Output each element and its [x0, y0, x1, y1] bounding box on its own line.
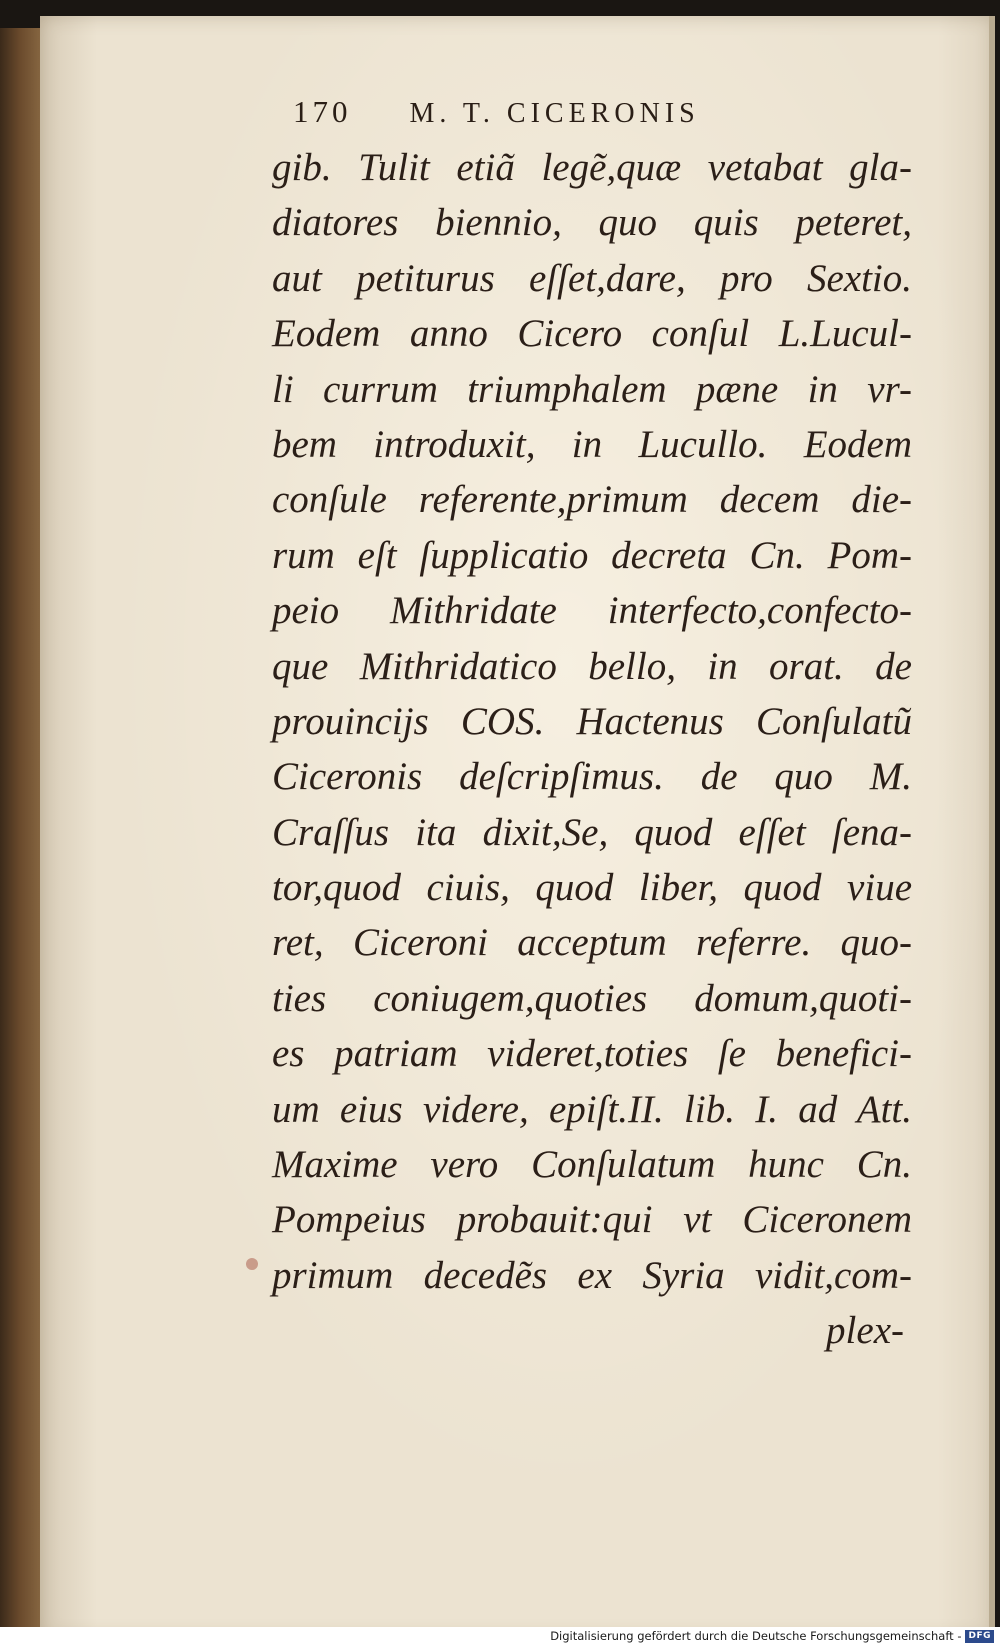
text-line: bem introduxit, in Lucullo. Eodem	[272, 422, 912, 466]
book-binding-edge	[0, 28, 44, 1636]
page-number: 170	[293, 94, 352, 129]
text-line: prouincijs COS. Hactenus Conſulatũ	[272, 699, 912, 743]
funding-credit: Digitalisierung gefördert durch die Deutsche Forschungsgemeinschaft -	[550, 1629, 962, 1643]
text-line: tor,quod ciuis, quod liber, quod viue	[272, 866, 912, 910]
text-line: Ciceronis deſcripſimus. de quo M.	[272, 755, 912, 799]
text-line: Craſſus ita dixit,Se, quod eſſet ſena-	[272, 810, 912, 854]
digitization-footer	[0, 1627, 1000, 1645]
text-line: peio Mithridate interfecto,confecto-	[272, 589, 912, 633]
dfg-logo[interactable]: DFG	[965, 1630, 994, 1643]
running-head	[293, 94, 813, 134]
body-text	[272, 140, 912, 1359]
text-line: rum eſt ſupplicatio decreta Cn. Pom-	[272, 533, 912, 577]
text-line: ret, Ciceroni acceptum referre. quo-	[272, 921, 912, 965]
text-line: um eius videre, epiſt.II. lib. I. ad Att.	[272, 1087, 912, 1131]
text-line: que Mithridatico bello, in orat. de	[272, 644, 912, 688]
text-line: primum decedẽs ex Syria vidit,com-	[272, 1253, 912, 1297]
page-edge	[989, 16, 995, 1638]
text-line: conſule referente,primum decem die-	[272, 478, 912, 522]
text-line: ties coniugem,quoties domum,quoti-	[272, 976, 912, 1020]
text-line: gib. Tulit etiã legẽ,quæ vetabat gla-	[272, 146, 912, 189]
text-line: Eodem anno Cicero conſul L.Lucul-	[272, 312, 912, 356]
text-line: aut petiturus eſſet,dare, pro Sextio.	[272, 256, 912, 300]
margin-stain-mark	[246, 1258, 258, 1270]
running-title: M. T. CICERONIS	[409, 98, 700, 129]
text-line: diatores biennio, quo quis peteret,	[272, 201, 912, 245]
text-line: Pompeius probauit:qui vt Ciceronem	[272, 1198, 912, 1242]
text-line: Maxime vero Conſulatum hunc Cn.	[272, 1143, 912, 1187]
text-line: li currum triumphalem pæne in vr-	[272, 367, 912, 411]
text-line: es patriam videret,toties ſe benefici-	[272, 1032, 912, 1076]
catchword: plex-	[826, 1309, 904, 1353]
